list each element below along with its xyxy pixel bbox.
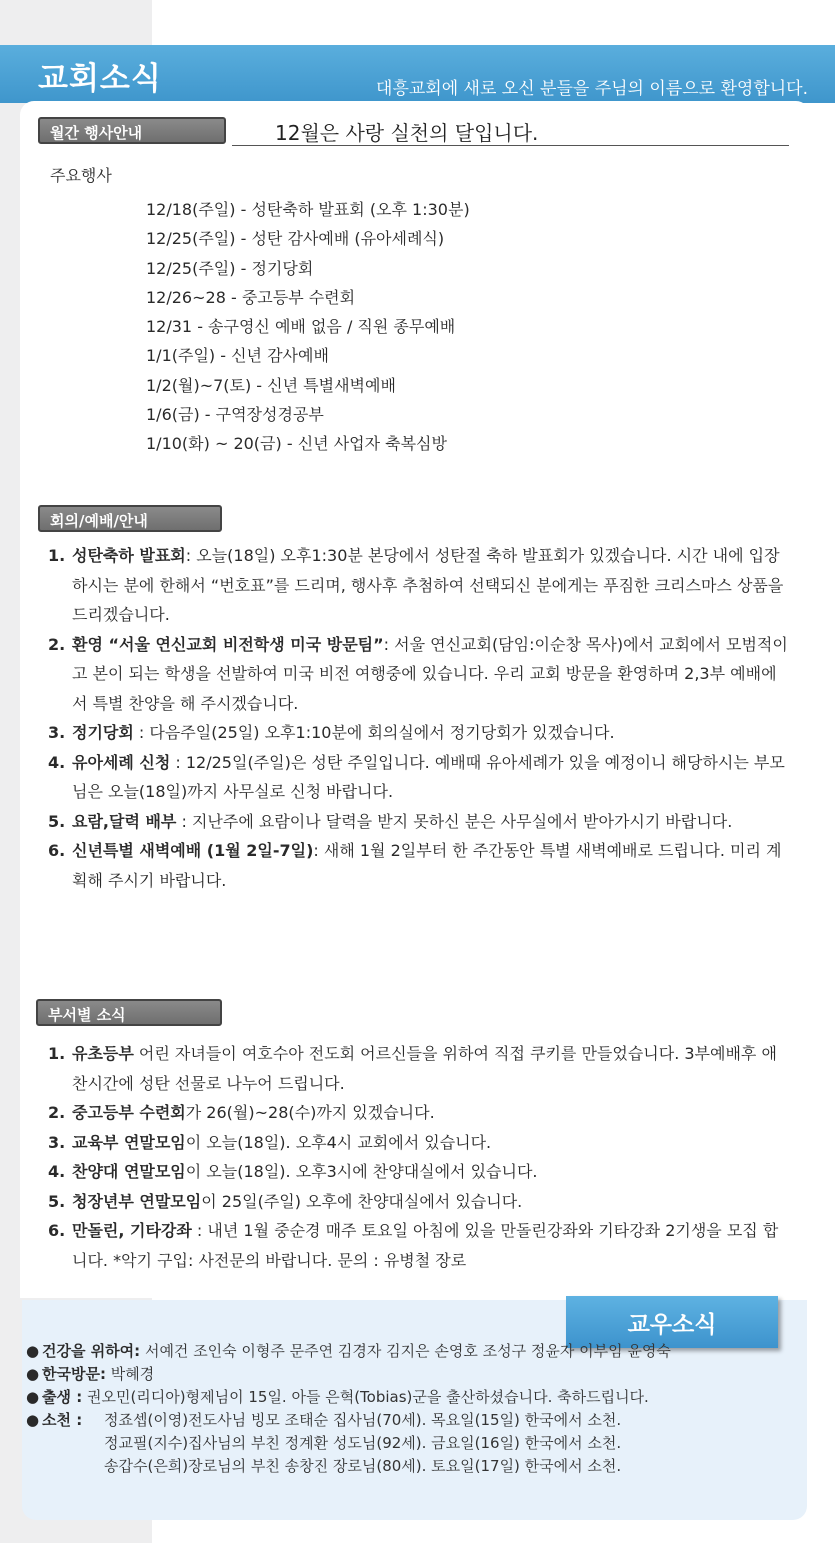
item-title: 정기당회 xyxy=(72,723,134,742)
item-number: 3. xyxy=(48,723,66,742)
news-text: 박혜경 xyxy=(110,1365,155,1383)
item-title: 청장년부 연말모임 xyxy=(72,1191,202,1211)
headline-rule xyxy=(232,145,789,146)
item-number: 1. xyxy=(48,1044,66,1063)
list-item: 12/25(주일) - 정기당회 xyxy=(146,258,314,278)
monthly-headline: 12월은 사랑 실천의 달입니다. xyxy=(275,121,539,145)
list-item: 12/26~28 - 중고등부 수련회 xyxy=(146,287,356,307)
item-title: 신년특별 새벽예배 (1월 2일-7일) xyxy=(72,841,314,860)
item-text: : 지난주에 요람이나 달력을 받지 못하신 분은 사무실에서 받아가시기 바랍니다. xyxy=(176,811,733,831)
bullet-icon: ● xyxy=(26,1388,40,1406)
list-item xyxy=(48,748,788,807)
item-number: 4. xyxy=(48,752,66,772)
list-item xyxy=(26,1363,806,1386)
item-title: 환영 “서울 연신교회 비전학생 미국 방문팀” xyxy=(72,634,384,654)
page-top-margin xyxy=(152,0,835,45)
list-item xyxy=(26,1409,806,1478)
item-number: 4. xyxy=(48,1162,66,1181)
list-item xyxy=(48,1128,788,1158)
news-label: 한국방문: xyxy=(42,1365,106,1383)
item-text: 이 오늘(18일). 오후3시에 찬양대실에서 있습니다. xyxy=(185,1162,538,1181)
item-number: 5. xyxy=(48,1191,66,1211)
news-label: 출생 : xyxy=(42,1388,83,1406)
list-item xyxy=(48,1039,788,1098)
welcome-subtitle: 대흥교회에 새로 오신 분들을 주님의 이름으로 환영합니다. xyxy=(376,79,808,99)
list-item xyxy=(48,807,788,837)
item-title: 중고등부 수련회 xyxy=(72,1103,186,1122)
list-item xyxy=(48,718,788,748)
item-text: 이 25일(주일) 오후에 찬양대실에서 있습니다. xyxy=(201,1191,523,1211)
header-banner xyxy=(0,45,835,103)
member-news-list xyxy=(26,1340,806,1478)
list-item xyxy=(26,1386,806,1409)
department-news-tab: 부서별 소식 xyxy=(36,999,222,1026)
item-text: : 12/25일(주일)은 성탄 주일입니다. 예배때 유아세례가 있을 예정이니 해당하시는 부모님은 오늘(18일)까지 사무실로 신청 바랍니다. xyxy=(72,752,785,801)
page-title: 교회소식 xyxy=(38,61,162,97)
monthly-events-tab: 월간 행사안내 xyxy=(38,117,226,144)
news-label: 소천 : xyxy=(42,1411,83,1429)
news-text: 서예건 조인숙 이형주 문주연 김경자 김지은 손영호 조성구 정윤자 이부임 윤영숙 xyxy=(144,1342,671,1360)
list-item xyxy=(48,1157,788,1187)
item-number: 1. xyxy=(48,546,66,565)
item-text: : 오늘(18일) 오후1:30분 본당에서 성탄절 축하 발표회가 있겠습니다. 시간 내에 입장하시는 분에 한해서 “번호표”를 드리며, 행사후 추첨하여 선택되신 분에게는 푸짐한 크리스마스 상품을 드리겠습니다. xyxy=(72,546,784,624)
list-item: 1/10(화) ~ 20(금) - 신년 사업자 축복심방 xyxy=(146,434,447,454)
bullet-icon: ● xyxy=(26,1342,40,1360)
item-text: 이 오늘(18일). 오후4시 교회에서 있습니다. xyxy=(185,1132,492,1152)
item-title: 교육부 연말모임 xyxy=(72,1132,186,1152)
news-text: 정죠셉(이영)전도사님 빙모 조태순 집사님(70세). 목요일(15일) 한국에서 소천. xyxy=(104,1411,622,1429)
item-title: 요람,달력 배부 xyxy=(72,811,177,831)
event-list xyxy=(146,195,470,459)
bullet-icon: ● xyxy=(26,1365,40,1383)
item-title: 찬양대 연말모임 xyxy=(72,1162,186,1181)
item-title: 만돌린, 기타강좌 xyxy=(72,1221,192,1240)
news-text: 송갑수(은희)장로님의 부친 송창진 장로님(80세). 토요일(17일) 한국에서 소천. xyxy=(104,1457,622,1475)
list-item: 1/6(금) - 구역장성경공부 xyxy=(146,405,324,425)
item-number: 6. xyxy=(48,841,66,860)
item-title: 성탄축하 발표회 xyxy=(72,546,186,565)
department-news-list xyxy=(48,1039,788,1275)
list-item xyxy=(48,1187,788,1217)
item-title: 유초등부 xyxy=(72,1044,134,1063)
item-number: 2. xyxy=(48,634,66,654)
list-item xyxy=(26,1340,806,1363)
main-events-heading: 주요행사 xyxy=(50,166,112,185)
meeting-notices-tab: 회의/예배/안내 xyxy=(38,505,222,532)
item-number: 5. xyxy=(48,811,66,831)
list-item xyxy=(48,541,788,630)
list-item xyxy=(48,1098,788,1128)
item-text: 어린 자녀들이 여호수아 전도회 어르신들을 위하여 직접 쿠키를 만들었습니다. 3부예배후 애찬시간에 성탄 선물로 나누어 드립니다. xyxy=(72,1044,777,1093)
item-text: : 새해 1월 2일부터 한 주간동안 특별 새벽예배로 드립니다. 미리 계획해 주시기 바랍니다. xyxy=(72,841,782,890)
list-item: 12/31 - 송구영신 예배 없음 / 직원 종무예배 xyxy=(146,317,456,337)
list-item: 1/1(주일) - 신년 감사예배 xyxy=(146,346,329,366)
list-item: 1/2(월)~7(토) - 신년 특별새벽예배 xyxy=(146,375,396,395)
meeting-notice-list xyxy=(48,541,788,895)
list-item: 12/25(주일) - 성탄 감사예배 (유아세례식) xyxy=(146,229,445,249)
item-text: : 서울 연신교회(담임:이순창 목사)에서 교회에서 모범적이고 본이 되는 학생을 선발하여 미국 비전 여행중에 있습니다. 우리 교회 방문을 환영하며 2,3부 예배에서 특별 찬양을 해 주시겠습니다. xyxy=(72,634,788,713)
item-text: : 내년 1월 중순경 매주 토요일 아침에 있을 만돌린강좌와 기타강좌 2기생을 모집 합니다. *악기 구입: 사전문의 바랍니다. 문의 : 유병철 장로 xyxy=(72,1221,779,1270)
item-number: 2. xyxy=(48,1103,66,1122)
news-label: 건강을 위하여: xyxy=(42,1342,141,1360)
news-text: 정교필(지수)집사님의 부친 정계환 성도님(92세). 금요일(16일) 한국에서 소천. xyxy=(104,1434,622,1452)
item-number: 6. xyxy=(48,1221,66,1240)
item-title: 유아세례 신청 xyxy=(72,752,171,772)
list-item xyxy=(48,1216,788,1275)
news-text: 권오민(리디아)형제님이 15일. 아들 은혁(Tobias)군을 출산하셨습니다. 축하드립니다. xyxy=(86,1388,649,1406)
member-news-tab: 교우소식 xyxy=(566,1296,778,1348)
item-text: 가 26(월)~28(수)까지 있겠습니다. xyxy=(185,1103,435,1122)
item-number: 3. xyxy=(48,1132,66,1152)
list-item: 12/18(주일) - 성탄축하 발표회 (오후 1:30분) xyxy=(146,200,470,219)
item-text: : 다음주일(25일) 오후1:10분에 회의실에서 정기당회가 있겠습니다. xyxy=(133,723,615,742)
list-item xyxy=(48,630,788,719)
bullet-icon: ● xyxy=(26,1411,40,1429)
list-item xyxy=(48,836,788,895)
